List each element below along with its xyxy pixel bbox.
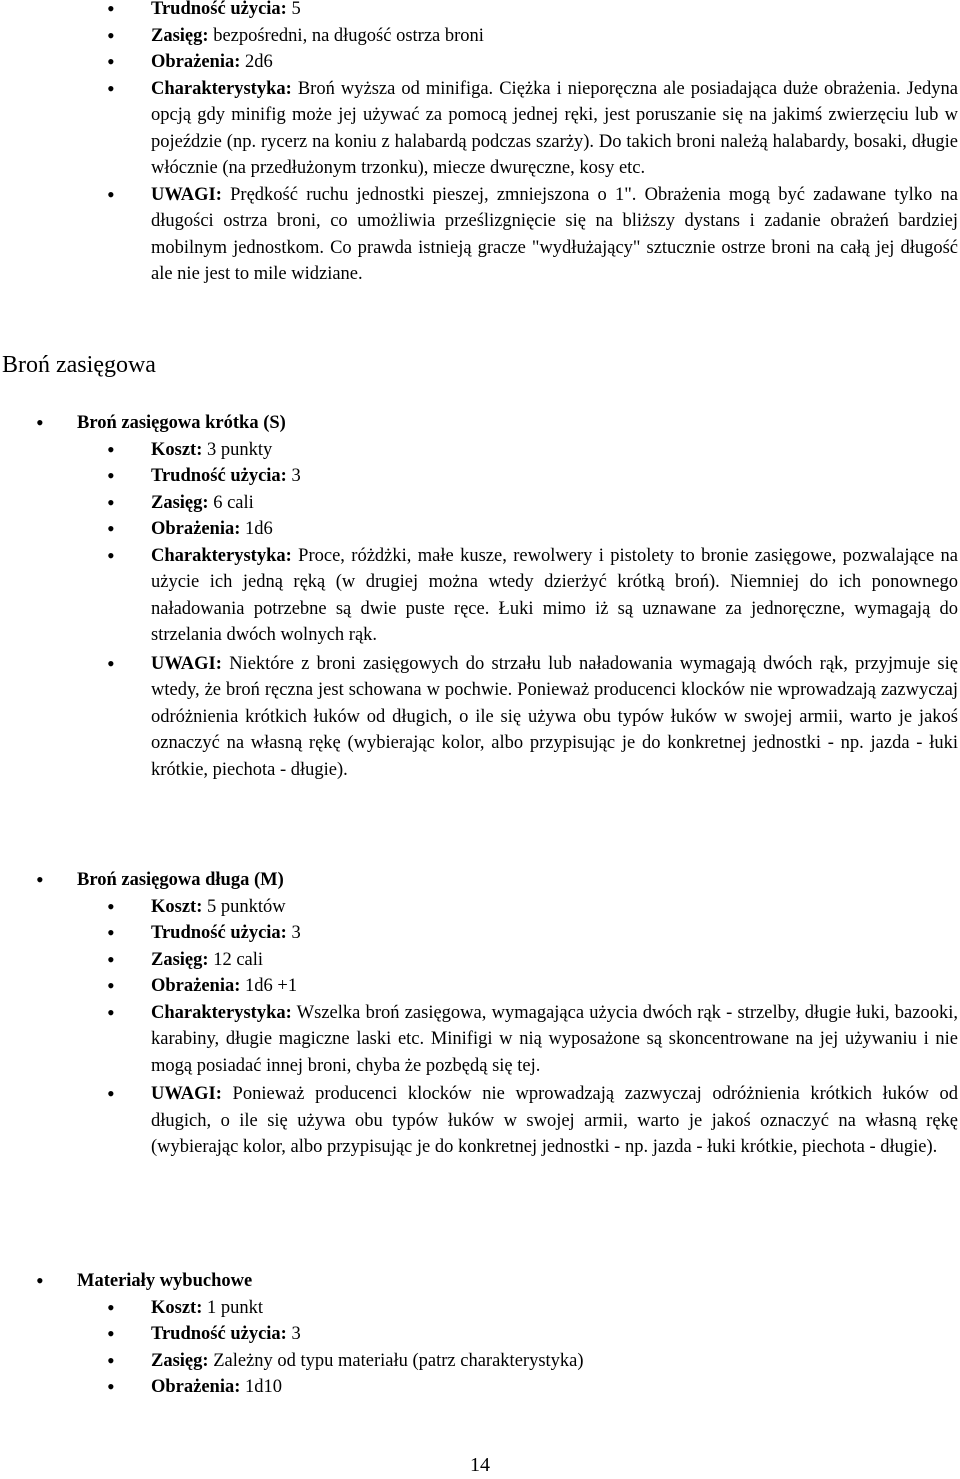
group-title: • Materiały wybuchowe [0,1268,960,1295]
item-text: 2d6 [240,52,273,72]
list-item [0,1000,960,1080]
list-item [0,182,960,288]
item-text: 1d10 [240,1377,283,1397]
melee-weapon-stats-list [0,0,960,288]
list-item [0,23,960,50]
item-text: Wszelka broń zasięgowa, wymagająca użycia dwóch rąk - strzelby, długie łuki, bazooki, karabiny, długie magiczne laski etc. Minifigi w nią wyposażone są skoncentrowane na jej używaniu i nie mogą posiadać innej broni, chyba że pozbędą się tej. [151,1002,958,1076]
list-item [0,1081,960,1161]
item-label: Charakterystyka: [151,78,292,99]
item-text: 12 cali [208,949,264,970]
list-item [0,437,960,464]
item-text: 5 [286,0,301,19]
item-text: 1d6 [240,519,273,539]
section-heading: Broń zasięgowa [2,352,156,378]
item-label: Trudność użycia: [151,466,287,486]
item-label: Trudność użycia: [151,923,287,943]
list-item [0,1374,960,1401]
item-label: Obrażenia: [151,52,241,72]
group-title: • Broń zasięgowa długa (M) [0,867,960,894]
item-text: 3 punkty [202,439,273,460]
item-label: Charakterystyka: [151,545,292,566]
group-title: • Broń zasięgowa krótka (S) [0,410,960,437]
item-text: Proce, różdżki, małe kusze, rewolwery i pistolety to bronie zasięgowe, pozwalające na użycie ich jedną ręką (w drugiej można wtedy dzierżyć krótką broń). Niemniej do ich ponownego naładowania potrzebne są dwie puste ręce. Łuki mimo iż są uznawane za jednoręczne, wymagają do strzelania dwóch wolnych rąk. [151,545,958,645]
item-label: Koszt: [151,1297,203,1318]
list-item [0,0,960,23]
item-text: Ponieważ producenci klocków nie wprowadzają zazwyczaj odróżnienia krótkich łuków od długich, o ile się używa obu typów łuków w swojej armii, warto je jakoś oznaczyć na własną rękę (wybierając kolor, albo przypisując je do konkretnej jednostki - np. jazda - łuki krótkie, piechota - długie). [151,1084,958,1157]
item-text: 3 [286,923,301,943]
item-label: Charakterystyka: [151,1002,292,1023]
item-label: UWAGI: [151,653,222,674]
item-label: Trudność użycia: [151,1324,287,1344]
item-text: 5 punktów [202,896,286,917]
list-item [0,973,960,1000]
list-item [0,894,960,921]
item-label: Obrażenia: [151,1377,241,1397]
list-item [0,1295,960,1322]
item-label: UWAGI: [151,1084,222,1104]
item-text: Prędkość ruchu jednostki pieszej, zmniejszona o 1". Obrażenia mogą być zadawane tylko na długości ostrza broni, co umożliwia prześlizgnięcie się na bliższy dystans i zadanie obrażeń bardziej mobilnym jednostkom. Co prawda istnieją gracze "wydłużający" sztucznie ostrze broni na całą jej długość ale nie jest to mile widziane. [151,184,958,284]
list-item [0,1348,960,1375]
weapon-group-explosives [0,1268,960,1401]
list-item [0,947,960,974]
list-item [0,490,960,517]
list-item [0,76,960,182]
item-label: Zasięg: [151,25,209,46]
weapon-group-short-ranged [0,410,960,783]
list-item [0,49,960,76]
item-label: Obrażenia: [151,976,241,996]
weapon-group-long-ranged [0,867,960,1161]
item-text: bezpośredni, na długość ostrza broni [208,25,484,46]
item-text: 1 punkt [202,1297,264,1318]
item-text: Niektóre z broni zasięgowych do strzału lub naładowania wymagają dwóch rąk, przyjmuje się wtedy, że broń ręczna jest schowana w pochwie. Ponieważ producenci klocków nie wprowadzają zazwyczaj odróżnienia krótkich łuków od długich, o ile się używa obu typów łuków w swojej armii, warto je jakoś oznaczyć na własną rękę (wybierając kolor, albo przypisując je do konkretnej jednostki - np. jazda - łuki krótkie, piechota - długie). [151,653,958,780]
item-label: Koszt: [151,439,203,460]
list-item [0,543,960,649]
item-text: 6 cali [208,492,254,513]
item-text: Broń wyższa od minifiga. Ciężka i nieporęczna ale posiadająca duże obrażenia. Jedyna opcją gdy minifig może jej używać za pomocą jednej ręki, jest poruszanie się na jakimś zwierzęciu lub w pojeździe (np. rycerz na koniu z halabardą podczas szarży). Do takich broni należą halabardy, bosaki, długie włócznie (na przedłużonym trzonku), miecze dwuręczne, kosy etc. [151,78,958,178]
item-label: Zasięg: [151,1350,209,1371]
list-item [0,516,960,543]
item-label: Trudność użycia: [151,0,287,19]
item-label: UWAGI: [151,184,222,205]
item-label: Zasięg: [151,949,209,970]
item-text: 3 [286,1324,301,1344]
item-text: 1d6 +1 [240,976,298,996]
list-item [0,463,960,490]
item-label: Koszt: [151,896,203,917]
list-item [0,651,960,784]
item-text: Zależny od typu materiału (patrz charakterystyka) [208,1350,584,1371]
item-label: Zasięg: [151,492,209,513]
list-item [0,920,960,947]
page-number: 14 [470,1454,490,1476]
item-text: 3 [286,466,301,486]
list-item [0,1321,960,1348]
item-label: Obrażenia: [151,519,241,539]
